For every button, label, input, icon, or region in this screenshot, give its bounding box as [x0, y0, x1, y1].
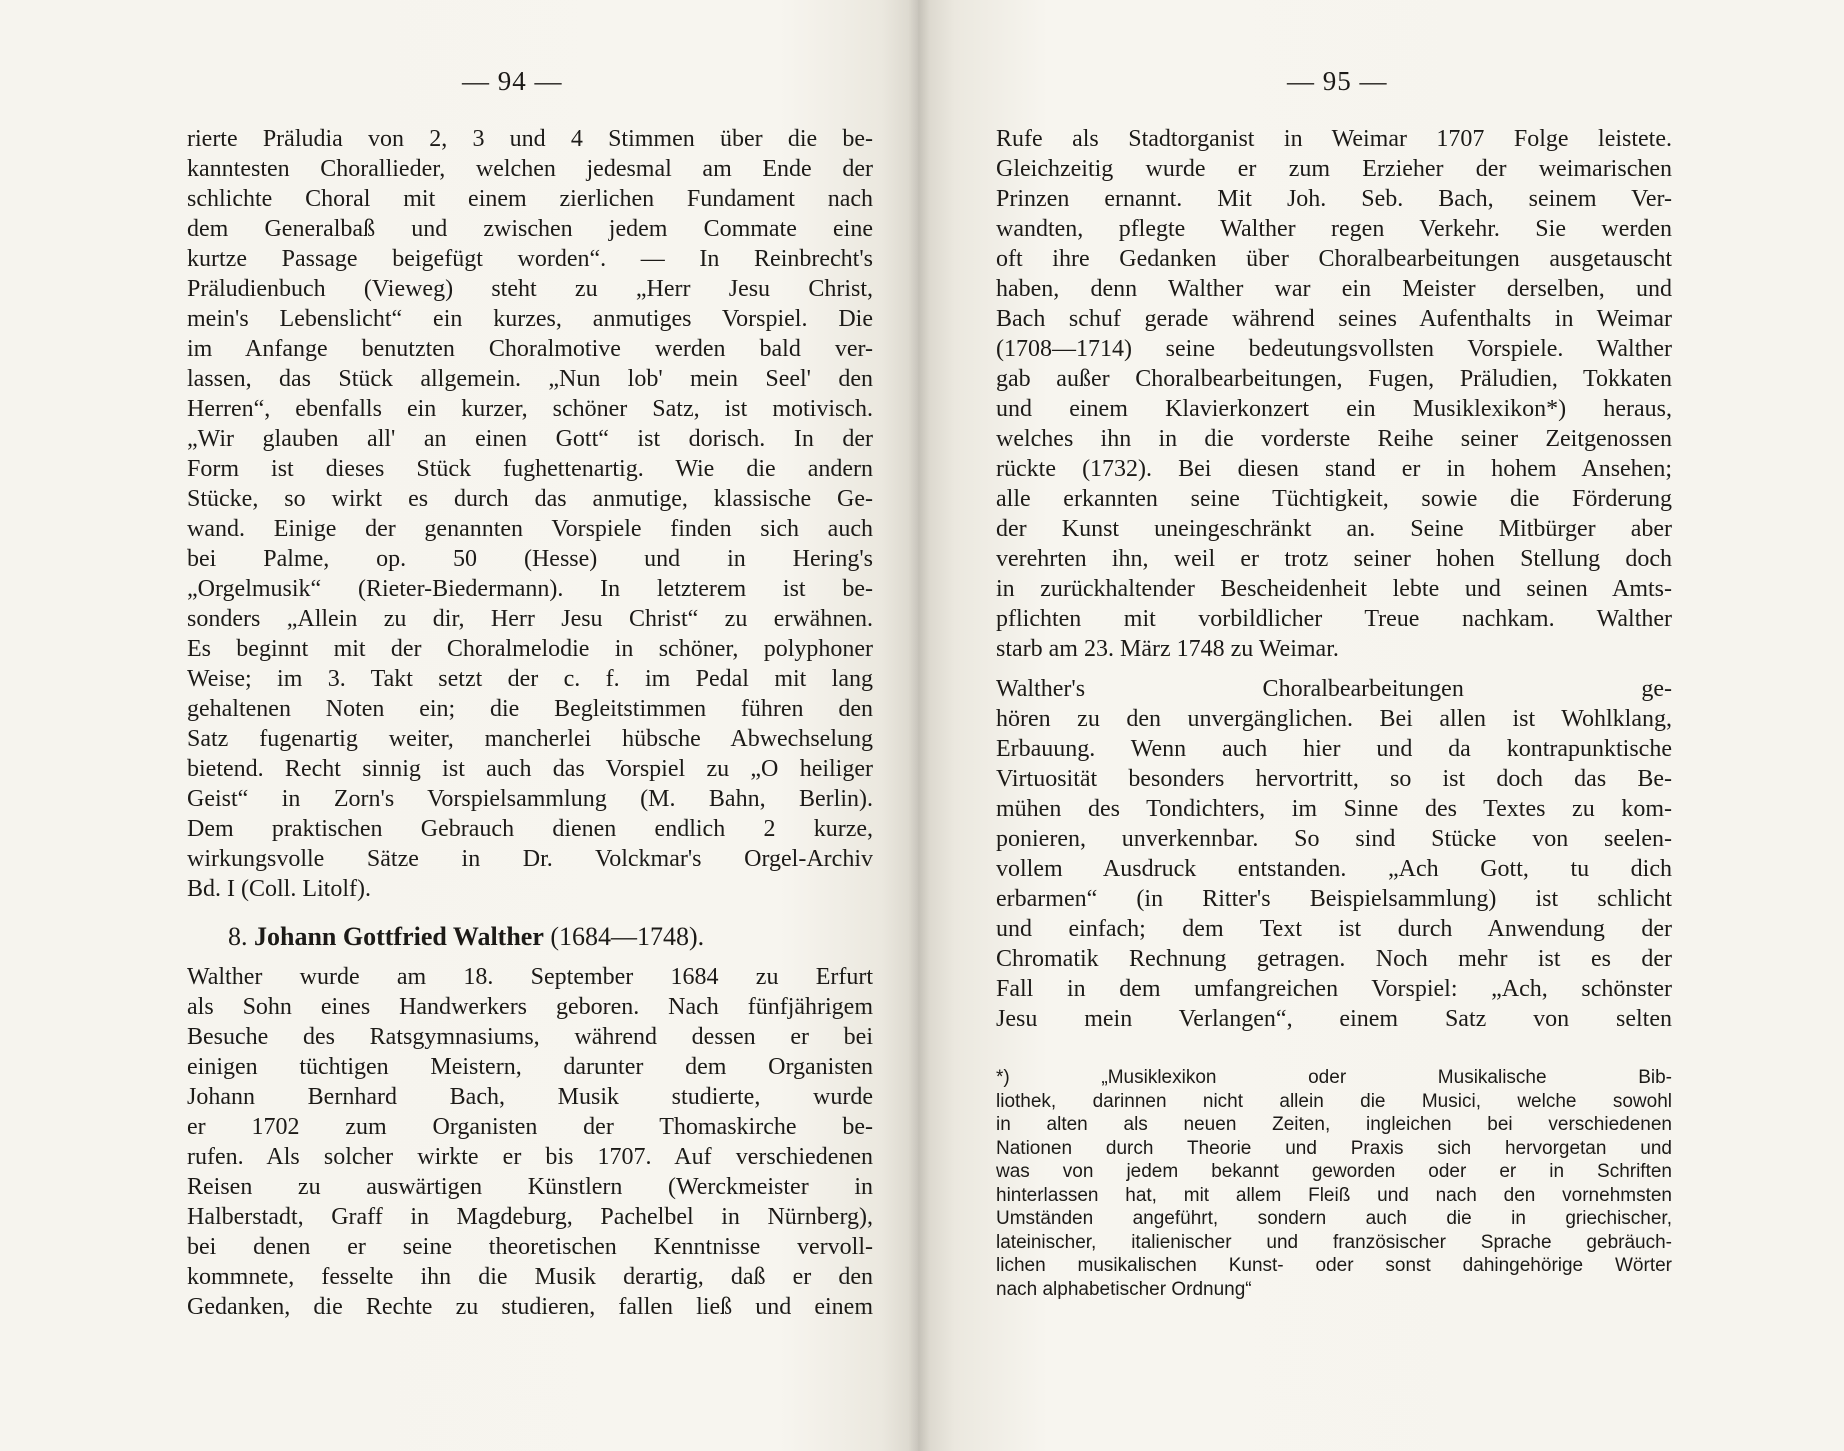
text-line: nach alphabetischer Ordnung“ — [996, 1278, 1252, 1300]
text-line: mühen des Tondichters, im Sinne des Textes zu kom- — [996, 796, 1672, 822]
text-line: Form ist dieses Stück fughettenartig. Wie die andern — [187, 456, 873, 482]
text-line: Besuche des Ratsgymnasiums, während dessen er bei — [187, 1024, 873, 1050]
text-line: rückte (1732). Bei diesen stand er in hohem Ansehen; — [996, 456, 1672, 482]
text-line: Prinzen ernannt. Mit Joh. Seb. Bach, seinem Ver- — [996, 186, 1672, 212]
text-line: der Kunst uneingeschränkt an. Seine Mitbürger aber — [996, 516, 1672, 542]
text-line: Virtuosität besonders hervortritt, so ist doch das Be- — [996, 766, 1672, 792]
text-line: rierte Präludia von 2, 3 und 4 Stimmen über die be- — [187, 126, 873, 152]
text-line: gab außer Choralbearbeitungen, Fugen, Präludien, Tokkaten — [996, 366, 1672, 392]
text-line: hinterlassen hat, mit allem Fleiß und nach den vornehmsten — [996, 1184, 1672, 1206]
text-line: Fall in dem umfangreichen Vorspiel: „Ach, schönster — [996, 976, 1672, 1002]
text-line: Nationen durch Theorie und Praxis sich hervorgetan und — [996, 1137, 1672, 1159]
left-paragraph-2 — [187, 962, 873, 1322]
book-gutter — [908, 0, 930, 1451]
text-line: bietend. Recht sinnig ist auch das Vorspiel zu „O heiliger — [187, 756, 873, 782]
text-line: pflichten mit vorbildlicher Treue nachkam. Walther — [996, 606, 1672, 632]
text-line: verehrten ihn, weil er trotz seiner hohen Stellung doch — [996, 546, 1672, 572]
text-line: Geist“ in Zorn's Vorspielsammlung (M. Bahn, Berlin). — [187, 786, 873, 812]
right-paragraph-2 — [996, 674, 1672, 1034]
text-line: und einem Klavierkonzert ein Musiklexikon*) heraus, — [996, 396, 1672, 422]
text-line: hören zu den unvergänglichen. Bei allen ist Wohlklang, — [996, 706, 1672, 732]
text-line: starb am 23. März 1748 zu Weimar. — [996, 636, 1339, 662]
text-line: „Wir glauben all' an einen Gott“ ist dorisch. In der — [187, 426, 873, 452]
text-line: er 1702 zum Organisten der Thomaskirche be- — [187, 1114, 873, 1140]
text-line: kurtze Passage beigefügt worden“. — In Reinbrecht's — [187, 246, 873, 272]
text-line: Walther's Choralbearbeitungen ge- — [996, 676, 1672, 702]
page-number-left: — 94 — — [462, 66, 563, 96]
text-line: Walther wurde am 18. September 1684 zu Erfurt — [187, 964, 873, 990]
text-line: Weise; im 3. Takt setzt der c. f. im Pedal mit lang — [187, 666, 873, 692]
text-line: wirkungsvolle Sätze in Dr. Volckmar's Orgel-Archiv — [187, 846, 873, 872]
text-line: bei denen er seine theoretischen Kenntnisse vervoll- — [187, 1234, 873, 1260]
text-line: Chromatik Rechnung getragen. Noch mehr ist es der — [996, 946, 1672, 972]
text-line: Dem praktischen Gebrauch dienen endlich 2 kurze, — [187, 816, 873, 842]
text-line: kommnete, fesselte ihn die Musik derartig, daß er den — [187, 1264, 873, 1290]
text-line: lateinischer, italienischer und französischer Sprache gebräuch- — [996, 1231, 1672, 1253]
text-line: Satz fugenartig weiter, mancherlei hübsche Abwechselung — [187, 726, 873, 752]
text-line: einigen tüchtigen Meistern, darunter dem Organisten — [187, 1054, 873, 1080]
text-line: welches ihn in die vorderste Reihe seiner Zeitgenossen — [996, 426, 1672, 452]
footnote — [996, 1066, 1672, 1301]
text-line: dem Generalbaß und zwischen jedem Commate eine — [187, 216, 873, 242]
text-line: Erbauung. Wenn auch hier und da kontrapunktische — [996, 736, 1672, 762]
text-line: *) „Musiklexikon oder Musikalische Bib- — [996, 1067, 1672, 1088]
text-line: Jesu mein Verlangen“, einem Satz von selten — [996, 1006, 1672, 1032]
text-line: Rufe als Stadtorganist in Weimar 1707 Folge leistete. — [996, 126, 1672, 152]
text-line: haben, denn Walther war ein Meister derselben, und — [996, 276, 1672, 302]
text-line: gehaltenen Noten ein; die Begleitstimmen führen den — [187, 696, 873, 722]
right-paragraph-1 — [996, 124, 1672, 664]
text-line: wand. Einige der genannten Vorspiele finden sich auch — [187, 516, 873, 542]
text-line: was von jedem bekannt geworden oder er in Schriften — [996, 1161, 1672, 1182]
text-line: in alten als neuen Zeiten, ingleichen bei verschiedenen — [996, 1114, 1672, 1135]
text-line: liothek, darinnen nicht allein die Musici, welche sowohl — [996, 1090, 1672, 1112]
text-line: Bach schuf gerade während seines Aufenthalts in Weimar — [996, 306, 1672, 332]
left-paragraph-1 — [187, 124, 873, 904]
page-number-right: — 95 — — [1287, 66, 1388, 96]
text-line: mein's Lebenslicht“ ein kurzes, anmutiges Vorspiel. Die — [187, 306, 873, 332]
section-heading-dates: (1684—1748). — [550, 922, 705, 951]
text-line: alle erkannten seine Tüchtigkeit, sowie die Förderung — [996, 486, 1672, 512]
section-heading-number: 8. — [228, 922, 248, 951]
text-line: erbarmen“ (in Ritter's Beispielsammlung) ist schlicht — [996, 886, 1672, 912]
text-line: im Anfange benutzten Choralmotive werden bald ver- — [187, 336, 873, 362]
text-line: Umständen angeführt, sondern auch die in griechischer, — [996, 1208, 1672, 1229]
text-line: rufen. Als solcher wirkte er bis 1707. Auf verschiedenen — [187, 1144, 873, 1170]
text-line: kanntesten Chorallieder, welchen jedesmal am Ende der — [187, 156, 873, 182]
text-line: Präludienbuch (Vieweg) steht zu „Herr Jesu Christ, — [187, 276, 873, 302]
text-line: als Sohn eines Handwerkers geboren. Nach fünfjährigem — [187, 994, 873, 1020]
text-line: schlichte Choral mit einem zierlichen Fundament nach — [187, 186, 873, 212]
section-heading-name: Johann Gottfried Walther — [254, 922, 544, 951]
text-line: bei Palme, op. 50 (Hesse) und in Hering's — [187, 546, 873, 572]
text-line: Johann Bernhard Bach, Musik studierte, wurde — [187, 1084, 873, 1110]
text-line: (1708—1714) seine bedeutungsvollsten Vorspiele. Walther — [996, 336, 1672, 362]
text-line: Gleichzeitig wurde er zum Erzieher der weimarischen — [996, 156, 1672, 182]
text-line: Stücke, so wirkt es durch das anmutige, klassische Ge- — [187, 486, 873, 512]
text-line: oft ihre Gedanken über Choralbearbeitungen ausgetauscht — [996, 246, 1672, 272]
text-line: und einfach; dem Text ist durch Anwendung der — [996, 916, 1672, 942]
text-line: Reisen zu auswärtigen Künstlern (Werckmeister in — [187, 1174, 873, 1200]
text-line: Es beginnt mit der Choralmelodie in schöner, polyphoner — [187, 636, 873, 662]
text-line: in zurückhaltender Bescheidenheit lebte und seinen Amts- — [996, 576, 1672, 602]
text-line: Bd. I (Coll. Litolf). — [187, 876, 371, 902]
text-line: Gedanken, die Rechte zu studieren, fallen ließ und einem — [187, 1294, 873, 1320]
text-line: Halberstadt, Graff in Magdeburg, Pachelbel in Nürnberg), — [187, 1204, 873, 1230]
section-heading — [228, 920, 704, 954]
text-line: wandten, pflegte Walther regen Verkehr. Sie werden — [996, 216, 1672, 242]
text-line: Herren“, ebenfalls ein kurzer, schöner Satz, ist motivisch. — [187, 396, 873, 422]
text-line: „Orgelmusik“ (Rieter-Biedermann). In letzterem ist be- — [187, 576, 873, 602]
text-line: ponieren, unverkennbar. So sind Stücke von seelen- — [996, 826, 1672, 852]
text-line: vollem Ausdruck entstanden. „Ach Gott, tu dich — [996, 856, 1672, 882]
text-line: sonders „Allein zu dir, Herr Jesu Christ“ zu erwähnen. — [187, 606, 873, 632]
text-line: lassen, das Stück allgemein. „Nun lob' mein Seel' den — [187, 366, 873, 392]
text-line: lichen musikalischen Kunst- oder sonst dahingehörige Wörter — [996, 1255, 1672, 1276]
